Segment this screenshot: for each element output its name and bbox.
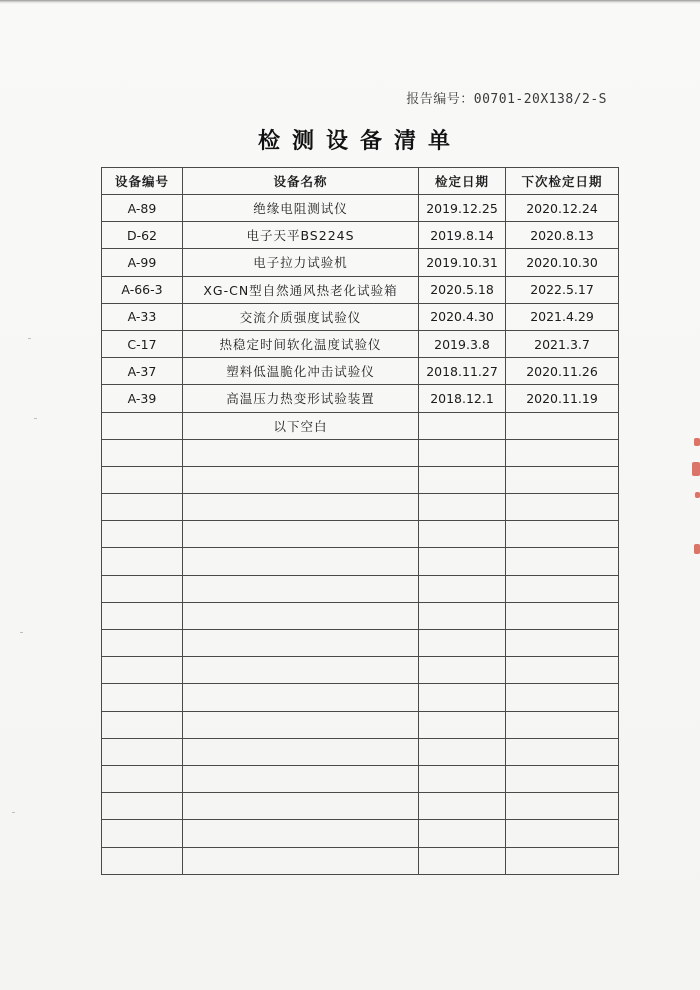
cell-empty bbox=[102, 711, 183, 738]
table-row-blank bbox=[102, 521, 619, 548]
cell-next-calibration-date: 2022.5.17 bbox=[506, 276, 619, 303]
cell-empty bbox=[506, 494, 619, 521]
cell-empty bbox=[102, 439, 183, 466]
header-calibration-date: 检定日期 bbox=[419, 168, 506, 195]
cell-next-calibration-date: 2020.8.13 bbox=[506, 222, 619, 249]
cell-equipment-id: A-39 bbox=[102, 385, 183, 412]
cell-next-calibration-date: 2020.10.30 bbox=[506, 249, 619, 276]
cell-empty bbox=[102, 738, 183, 765]
table-row-blank bbox=[102, 494, 619, 521]
cell-next-calibration-date: 2020.11.26 bbox=[506, 358, 619, 385]
table-row-blank bbox=[102, 711, 619, 738]
cell-empty bbox=[183, 575, 419, 602]
seal-fragment bbox=[694, 544, 700, 554]
table-row-blank bbox=[102, 630, 619, 657]
cell-empty bbox=[419, 548, 506, 575]
cell-empty bbox=[506, 630, 619, 657]
table-row-blank bbox=[102, 684, 619, 711]
cell-empty bbox=[419, 494, 506, 521]
cell-calibration-date: 2018.11.27 bbox=[419, 358, 506, 385]
cell-calibration-date: 2019.12.25 bbox=[419, 195, 506, 222]
cell-empty bbox=[419, 738, 506, 765]
cell-empty bbox=[102, 657, 183, 684]
scan-edge bbox=[0, 0, 700, 4]
cell-empty bbox=[506, 738, 619, 765]
cell-empty bbox=[419, 765, 506, 792]
cell-calibration-date: 2020.5.18 bbox=[419, 276, 506, 303]
cell-empty bbox=[506, 657, 619, 684]
cell-empty bbox=[102, 466, 183, 493]
table-body bbox=[102, 195, 619, 875]
cell-empty bbox=[506, 765, 619, 792]
header-equipment-name: 设备名称 bbox=[183, 168, 419, 195]
cell-empty bbox=[419, 820, 506, 847]
cell-empty bbox=[419, 793, 506, 820]
cell-empty bbox=[102, 793, 183, 820]
scan-speck bbox=[34, 418, 37, 419]
cell-empty bbox=[506, 711, 619, 738]
cell-empty bbox=[102, 521, 183, 548]
table-row-blank bbox=[102, 602, 619, 629]
table-row bbox=[102, 330, 619, 357]
cell-empty bbox=[506, 684, 619, 711]
cell-empty bbox=[183, 466, 419, 493]
cell-empty bbox=[506, 847, 619, 874]
cell-empty bbox=[419, 466, 506, 493]
table-row bbox=[102, 249, 619, 276]
table-row-blank bbox=[102, 820, 619, 847]
cell-empty bbox=[102, 412, 183, 439]
cell-empty bbox=[102, 494, 183, 521]
cell-calibration-date: 2019.8.14 bbox=[419, 222, 506, 249]
cell-equipment-name: 绝缘电阻测试仪 bbox=[183, 195, 419, 222]
seal-fragment bbox=[692, 462, 700, 476]
table-row bbox=[102, 222, 619, 249]
cell-empty bbox=[419, 657, 506, 684]
cell-empty bbox=[183, 439, 419, 466]
cell-calibration-date: 2020.4.30 bbox=[419, 303, 506, 330]
cell-empty bbox=[183, 602, 419, 629]
cell-equipment-name: 交流介质强度试验仪 bbox=[183, 303, 419, 330]
cell-next-calibration-date: 2020.11.19 bbox=[506, 385, 619, 412]
cell-empty bbox=[419, 847, 506, 874]
header-equipment-id: 设备编号 bbox=[102, 168, 183, 195]
cell-equipment-name: XG-CN型自然通风热老化试验箱 bbox=[183, 276, 419, 303]
cell-empty bbox=[102, 575, 183, 602]
cell-empty bbox=[183, 548, 419, 575]
cell-equipment-id: A-66-3 bbox=[102, 276, 183, 303]
cell-empty bbox=[183, 847, 419, 874]
cell-empty bbox=[419, 684, 506, 711]
table-row bbox=[102, 385, 619, 412]
cell-empty bbox=[506, 521, 619, 548]
cell-calibration-date: 2019.3.8 bbox=[419, 330, 506, 357]
equipment-table bbox=[101, 167, 619, 875]
page-title: 检测设备清单 bbox=[257, 129, 462, 154]
cell-empty bbox=[102, 765, 183, 792]
cell-equipment-id: C-17 bbox=[102, 330, 183, 357]
cell-next-calibration-date: 2021.4.29 bbox=[506, 303, 619, 330]
cell-next-calibration-date: 2021.3.7 bbox=[506, 330, 619, 357]
cell-empty bbox=[183, 630, 419, 657]
cell-empty bbox=[506, 602, 619, 629]
cell-empty bbox=[506, 466, 619, 493]
cell-calibration-date: 2018.12.1 bbox=[419, 385, 506, 412]
table-row bbox=[102, 195, 619, 222]
cell-empty bbox=[183, 657, 419, 684]
cell-empty bbox=[419, 630, 506, 657]
cell-equipment-name: 电子拉力试验机 bbox=[183, 249, 419, 276]
cell-empty bbox=[419, 602, 506, 629]
cell-next-calibration-date: 2020.12.24 bbox=[506, 195, 619, 222]
header-next-calibration-date: 下次检定日期 bbox=[506, 168, 619, 195]
table-header-row bbox=[102, 168, 619, 195]
cell-empty bbox=[506, 793, 619, 820]
cell-empty bbox=[506, 575, 619, 602]
cell-empty bbox=[183, 793, 419, 820]
cell-empty bbox=[183, 684, 419, 711]
scan-speck bbox=[20, 632, 23, 633]
cell-empty bbox=[183, 494, 419, 521]
scan-speck bbox=[28, 338, 31, 339]
cell-empty bbox=[183, 820, 419, 847]
cell-equipment-id: A-89 bbox=[102, 195, 183, 222]
cell-empty bbox=[102, 602, 183, 629]
cell-empty bbox=[183, 521, 419, 548]
cell-equipment-id: D-62 bbox=[102, 222, 183, 249]
seal-fragment bbox=[694, 438, 700, 446]
scan-speck bbox=[12, 812, 15, 813]
cell-empty bbox=[506, 439, 619, 466]
table-row bbox=[102, 358, 619, 385]
cell-empty bbox=[102, 847, 183, 874]
seal-fragment bbox=[695, 492, 700, 498]
cell-equipment-name: 电子天平BS224S bbox=[183, 222, 419, 249]
table-row bbox=[102, 276, 619, 303]
cell-empty bbox=[506, 820, 619, 847]
cell-empty bbox=[102, 684, 183, 711]
cell-equipment-name: 塑料低温脆化冲击试验仪 bbox=[183, 358, 419, 385]
cell-empty bbox=[419, 412, 506, 439]
cell-equipment-id: A-99 bbox=[102, 249, 183, 276]
cell-equipment-id: A-33 bbox=[102, 303, 183, 330]
cell-empty bbox=[506, 548, 619, 575]
table-row-blank bbox=[102, 738, 619, 765]
cell-empty bbox=[506, 412, 619, 439]
cell-empty bbox=[102, 630, 183, 657]
cell-equipment-name: 高温压力热变形试验装置 bbox=[183, 385, 419, 412]
end-note: 以下空白 bbox=[183, 412, 419, 439]
cell-calibration-date: 2019.10.31 bbox=[419, 249, 506, 276]
cell-equipment-id: A-37 bbox=[102, 358, 183, 385]
cell-empty bbox=[183, 711, 419, 738]
cell-empty bbox=[183, 738, 419, 765]
cell-empty bbox=[419, 575, 506, 602]
cell-empty bbox=[419, 521, 506, 548]
report-number: 报告编号：00701-20X138/2-S bbox=[406, 92, 607, 107]
table-row-blank bbox=[102, 466, 619, 493]
cell-empty bbox=[102, 820, 183, 847]
cell-equipment-name: 热稳定时间软化温度试验仪 bbox=[183, 330, 419, 357]
cell-empty bbox=[419, 711, 506, 738]
table-row-blank bbox=[102, 439, 619, 466]
table-row-blank bbox=[102, 548, 619, 575]
table-row-blank bbox=[102, 657, 619, 684]
table-row-blank bbox=[102, 575, 619, 602]
cell-empty bbox=[102, 548, 183, 575]
table-row bbox=[102, 303, 619, 330]
cell-empty bbox=[419, 439, 506, 466]
cell-empty bbox=[183, 765, 419, 792]
table-row-blank bbox=[102, 847, 619, 874]
table-row-end-note bbox=[102, 412, 619, 439]
table-row-blank bbox=[102, 765, 619, 792]
table-row-blank bbox=[102, 793, 619, 820]
